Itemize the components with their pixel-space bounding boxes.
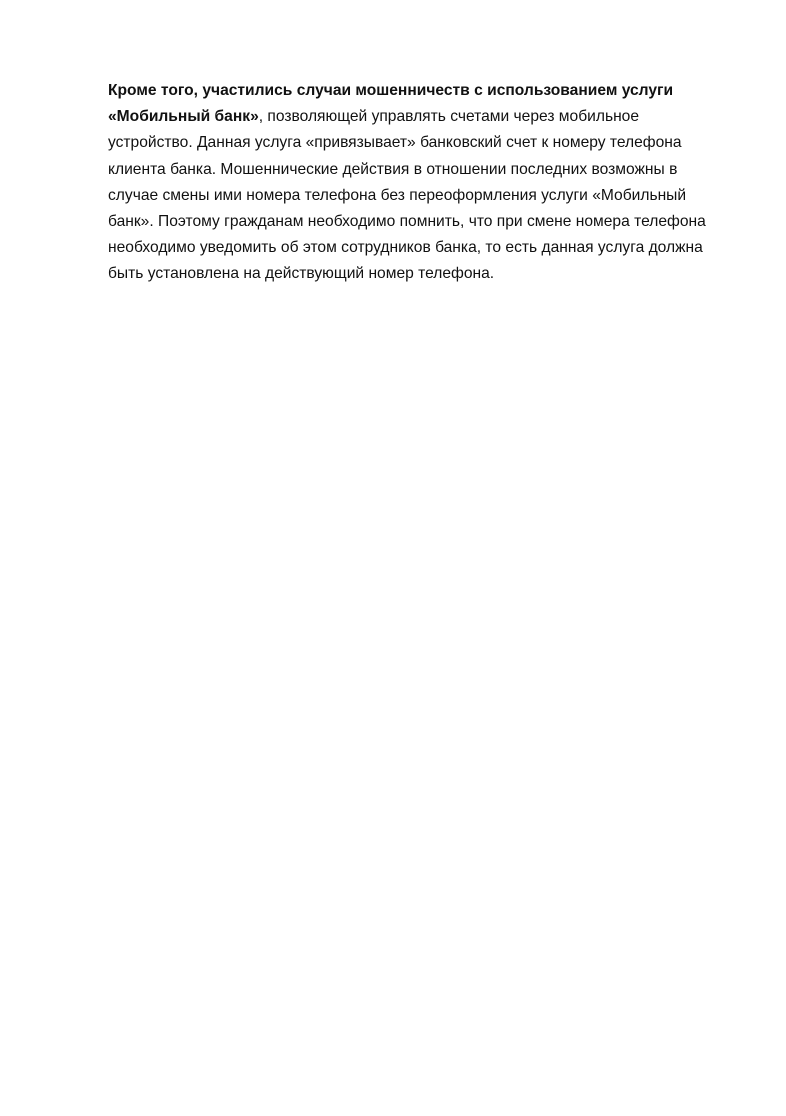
- regular-text: клиента банка. Мошеннические действия в отношении последних возможны в: [108, 160, 678, 178]
- paragraph-line-5: [108, 183, 738, 209]
- regular-text: случае смены ими номера телефона без переоформления услуги «Мобильный: [108, 186, 687, 204]
- paragraph-line-3: [108, 130, 738, 156]
- paragraph-line-7: [108, 235, 738, 261]
- paragraph-line-4: [108, 157, 738, 183]
- body-paragraph: [108, 78, 738, 288]
- regular-text: необходимо уведомить об этом сотрудников банка, то есть данная услуга должна: [108, 239, 703, 257]
- paragraph-line-8: [108, 261, 738, 287]
- bold-text: «Мобильный банк»: [108, 108, 259, 126]
- regular-text: быть установлена на действующий номер телефона.: [108, 265, 495, 283]
- paragraph-line-2: [108, 104, 738, 130]
- regular-text: , позволяющей управлять счетами через мобильное: [258, 108, 640, 126]
- paragraph-line-1: [108, 78, 738, 104]
- regular-text: банк». Поэтому гражданам необходимо помнить, что при смене номера телефона: [108, 213, 706, 231]
- bold-text: Кроме того, участились случаи мошенничеств с использованием услуги: [108, 82, 674, 99]
- paragraph-line-6: [108, 209, 738, 235]
- regular-text: устройство. Данная услуга «привязывает» банковский счет к номеру телефона: [108, 134, 682, 152]
